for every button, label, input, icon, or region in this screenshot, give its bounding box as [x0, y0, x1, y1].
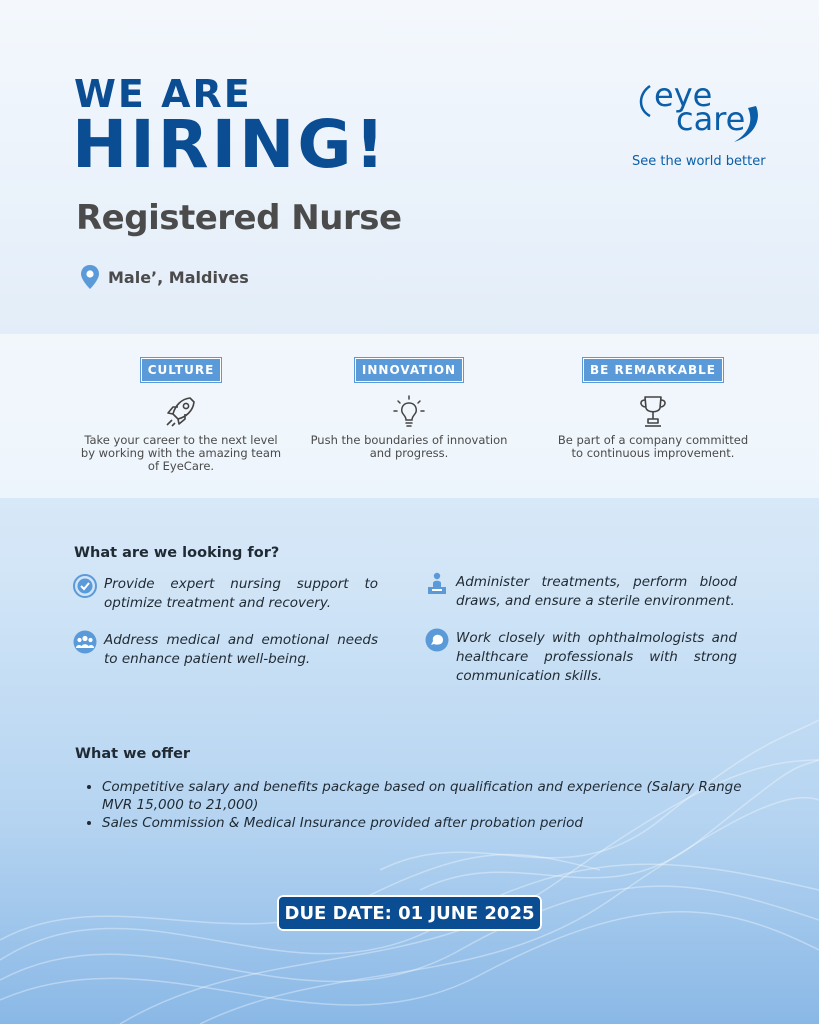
requirement-item: [424, 629, 737, 686]
trophy-icon: [633, 394, 673, 430]
value-culture: [66, 358, 296, 473]
rocket-icon: [161, 394, 201, 430]
hiring-headline: HIRING!: [72, 106, 388, 183]
value-desc-culture: Take your career to the next level by working with the amazing team of EyeCare.: [80, 433, 282, 473]
logo-text-care: care: [676, 100, 746, 138]
eyecare-logo: [630, 76, 780, 186]
value-badge-remarkable: BE REMARKABLE: [583, 358, 723, 382]
location-text: Male’, Maldives: [108, 267, 249, 287]
requirement-text: Address medical and emotional needs to enhance patient well-being.: [104, 632, 378, 667]
team-icon: [72, 629, 98, 655]
job-title: Registered Nurse: [76, 198, 402, 238]
value-desc-remarkable: Be part of a company committed to continuous improvement.: [557, 433, 749, 460]
value-badge-culture: CULTURE: [141, 358, 222, 382]
value-innovation: [294, 358, 524, 460]
offer-list: [84, 778, 762, 832]
offer-item: • Sales Commission & Medical Insurance provided after probation period: [102, 814, 762, 832]
job-location: [80, 264, 249, 290]
brand-tagline: See the world better: [632, 154, 766, 169]
requirement-item: [424, 573, 737, 611]
requirement-item: [72, 631, 378, 669]
offer-heading: What we offer: [75, 746, 191, 762]
checkmark-badge-icon: [72, 573, 98, 599]
requirement-item: [72, 575, 378, 613]
value-be-remarkable: [538, 358, 768, 460]
due-date-badge: DUE DATE: 01 JUNE 2025: [277, 895, 542, 931]
requirement-text: Administer treatments, perform blood draws, and ensure a sterile environment.: [456, 574, 737, 609]
map-pin-icon: [80, 264, 100, 290]
logo-text-eye: eye: [654, 76, 713, 114]
lightbulb-icon: [389, 394, 429, 430]
value-badge-innovation: INNOVATION: [355, 358, 463, 382]
nurse-station-icon: [424, 571, 450, 597]
requirement-text: Work closely with ophthalmologists and healthcare professionals with strong communication skills.: [456, 630, 737, 684]
hiring-headline-top: WE ARE: [74, 72, 252, 116]
value-desc-innovation: Push the boundaries of innovation and progress.: [310, 433, 508, 460]
requirement-text: Provide expert nursing support to optimize treatment and recovery.: [104, 576, 378, 611]
offer-item: • Competitive salary and benefits package based on qualification and experience (Salary Range MVR 15,000 to 21,000): [102, 778, 762, 814]
chat-bubble-icon: [424, 627, 450, 653]
looking-for-heading: What are we looking for?: [74, 545, 280, 561]
